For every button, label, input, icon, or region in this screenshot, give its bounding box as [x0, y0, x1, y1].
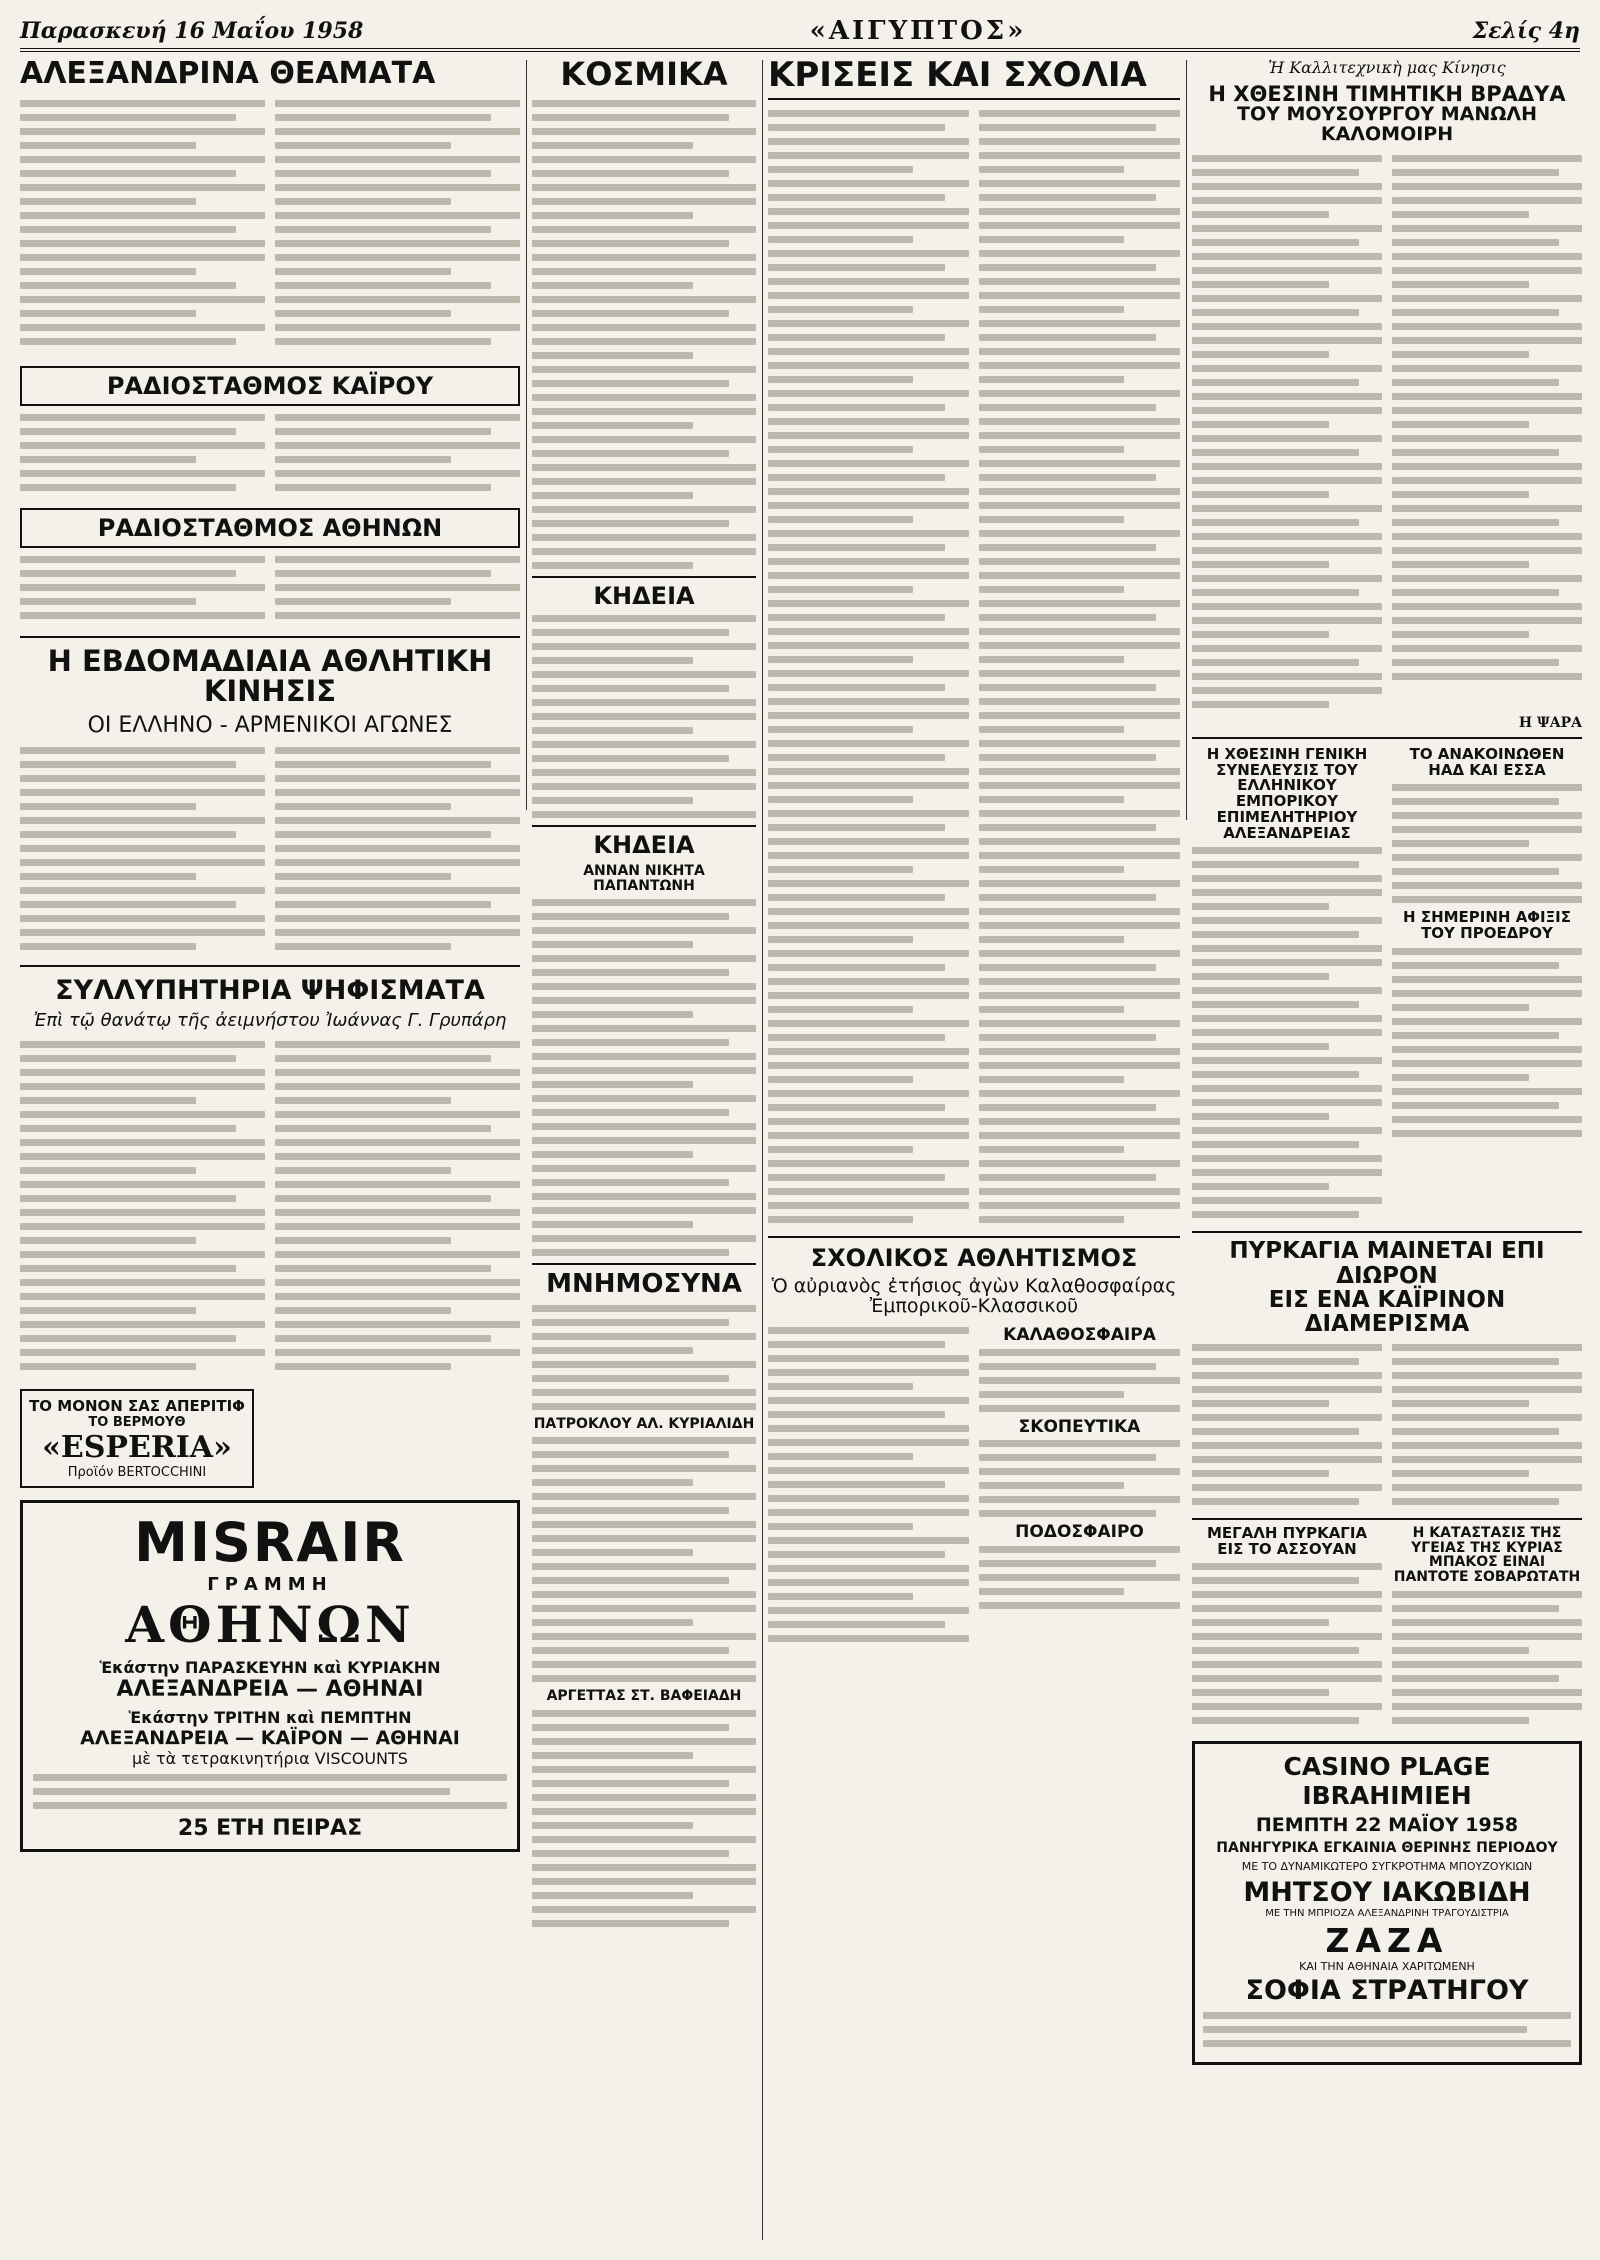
misrair-route: ΑΛΕΞΑΝΔΡΕΙΑ — ΑΘΗΝΑΙ — [116, 1676, 424, 1702]
casino-brand: CASINO PLAGE IBRAHIMIEH — [1283, 1752, 1491, 1811]
health-heading: Η ΚΑΤΑΣΤΑΣΙΣ ΤΗΣ ΥΓΕΙΑΣ ΤΗΣ ΚΥΡΙΑΣ ΜΠΑΚΟΣ ΕΙΝΑΙ ΠΑΝΤΟΤΕ ΣΟΒΑΡΩΤΑΤΗ — [1393, 1524, 1581, 1586]
kalomiris-article — [1192, 155, 1582, 715]
misrair-subtitle: ΓΡΑΜΜΗ — [207, 1573, 333, 1595]
issue-date: Παρασκευή 16 Μαΐου 1958 — [20, 18, 364, 44]
announcement-heading: ΤΟ ΑΝΑΚΟΙΝΩΘΕΝ ΗΑΔ ΚΑΙ ΕΣΣΑ — [1409, 744, 1565, 779]
casino-advert — [1192, 1741, 1582, 2065]
column-rule — [1186, 60, 1187, 820]
commentary-heading: ΚΡΙΣΕΙΣ ΚΑΙ ΣΧΟΛΙΑ — [768, 58, 1180, 100]
aswan-fire-heading: ΜΕΓΑΛΗ ΠΥΡΚΑΓΙΑ ΕΙΣ ΤΟ ΑΣΣΟΥΑΝ — [1206, 1523, 1368, 1558]
masthead — [20, 14, 1580, 52]
casino-performer: ΖΑΖΑ — [1325, 1921, 1449, 1961]
school-sports-article — [768, 1324, 1180, 1649]
casino-performer: ΣΟΦΙΑ ΣΤΡΑΤΗΓΟΥ — [1245, 1975, 1529, 2007]
misrair-advert — [20, 1500, 520, 1852]
casino-date: ΠΕΜΠΤΗ 22 ΜΑΪΟΥ 1958 — [1255, 1814, 1519, 1837]
social-heading: ΚΟΣΜΙΚΑ — [560, 58, 728, 93]
memorial-notice — [532, 1437, 756, 1682]
radio-athens-heading: ΡΑΔΙΟΣΤΑΘΜΟΣ ΑΘΗΝΩΝ — [20, 508, 520, 548]
condolence-subheading: Ἐπὶ τῷ θανάτῳ τῆς ἀειμνήστου Ἰωάννας Γ. Γρυπάρη — [33, 1009, 507, 1031]
newspaper-name: «ΑΙΓΥΠΤΟΣ» — [809, 16, 1027, 46]
vermouth-ad-line: ΤΟ ΒΕΡΜΟΥΘ — [88, 1414, 186, 1430]
misrair-brand: MISRAIR — [134, 1510, 406, 1574]
school-sports-subheading: Ὁ αὐριανὸς ἐτήσιος ἀγὼν Καλαθοσφαίρας Ἐμπορικοῦ-Κλασσικοῦ — [771, 1274, 1177, 1317]
vermouth-advert — [20, 1389, 254, 1488]
memorial-notice — [532, 1710, 756, 1927]
radio-cairo-heading: ΡΑΔΙΟΣΤΑΘΜΟΣ ΚΑΪΡΟΥ — [20, 366, 520, 406]
fire-heading: ΕΙΣ ΕΝΑ ΚΑΪΡΙΝΟΝ ΔΙΑΜΕΡΙΣΜΑ — [1268, 1286, 1506, 1337]
casino-line: ΜΕ ΤΗΝ ΜΠΡΙΟΖΑ ΑΛΕΞΑΝΔΡΙΝΗ ΤΡΑΓΟΥΔΙΣΤΡΙΑ — [1265, 1908, 1509, 1920]
football-heading: ΠΟΔΟΣΦΑΙΡΟ — [1015, 1522, 1144, 1543]
vermouth-ad-brand: «ESPERIA» — [42, 1429, 232, 1465]
misrair-slogan: 25 ΕΤΗ ΠΕΙΡΑΣ — [177, 1815, 363, 1841]
social-column — [532, 58, 756, 2248]
vermouth-ad-line: ΤΟ ΜΟΝΟΝ ΣΑΣ ΑΠΕΡΙΤΙΦ — [29, 1396, 245, 1415]
social-notes — [532, 100, 756, 569]
column-rule — [762, 60, 763, 2240]
funeral-notice — [532, 899, 756, 1256]
funeral-notice — [532, 615, 756, 818]
kalomiris-heading: Η ΧΘΕΣΙΝΗ ΤΙΜΗΤΙΚΗ ΒΡΑΔΥΑ — [1208, 82, 1566, 106]
arts-kicker: Ἡ Καλλιτεχνικὴ μας Κίνησις — [1268, 58, 1506, 77]
sports-heading: Η ΕΒΔΟΜΑΔΙΑΙΑ ΑΘΛΗΤΙΚΗ ΚΙΝΗΣΙΣ — [47, 643, 493, 708]
deceased-name: ΠΑΤΡΟΚΛΟΥ ΑΛ. ΚΥΡΙΑΛΙΔΗ — [533, 1415, 755, 1432]
memorial-notice — [532, 1305, 756, 1410]
radio-athens-schedule — [20, 556, 520, 626]
condolence-heading: ΣΥΛΛΥΠΗΤΗΡΙΑ ΨΗΦΙΣΜΑΤΑ — [55, 975, 485, 1007]
casino-line: ΚΑΙ ΤΗΝ ΑΘΗΝΑΙΑ ΧΑΡΙΤΩΜΕΝΗ — [1299, 1960, 1475, 1974]
news-briefs — [1192, 744, 1582, 1226]
vermouth-ad-line: Προϊόν BERTOCCHINI — [67, 1464, 207, 1480]
fire-article — [1192, 1344, 1582, 1512]
shooting-heading: ΣΚΟΠΕΥΤΙΚΑ — [1018, 1416, 1141, 1437]
sports-article — [20, 747, 520, 957]
kalomiris-byline: Η ΨΑΡΑ — [1518, 714, 1582, 731]
page-number: Σελίς 4η — [1472, 18, 1580, 44]
kalomiris-heading: ΤΟΥ ΜΟΥΣΟΥΡΓΟΥ ΜΑΝΩΛΗ ΚΑΛΟΜΟΙΡΗ — [1236, 103, 1538, 145]
misrair-destination: ΑΘΗΝΩΝ — [125, 1594, 415, 1654]
misrair-route: ΑΛΕΞΑΝΔΡΕΙΑ — ΚΑΪΡΟΝ — ΑΘΗΝΑΙ — [80, 1726, 460, 1749]
column-rule — [526, 60, 527, 810]
misrair-schedule-line: Ἑκάστην ΤΡΙΤΗΝ καὶ ΠΕΜΠΤΗΝ — [128, 1707, 412, 1727]
misrair-aircraft: μὲ τὰ τετρακινητήρια VISCOUNTS — [132, 1748, 408, 1768]
assembly-heading: Η ΧΘΕΣΙΝΗ ΓΕΝΙΚΗ ΣΥΝΕΛΕΥΣΙΣ ΤΟΥ ΕΛΛΗΝΙΚΟΥ ΕΜΠΟΡΙΚΟΥ ΕΠΙΜΕΛΗΤΗΡΙΟΥ ΑΛΕΞΑΝΔΡΕΙΑΣ — [1206, 744, 1368, 842]
memorial-heading: ΜΝΗΜΟΣΥΝΑ — [546, 1269, 742, 1300]
theatres-heading: ΑΛΕΞΑΝΔΡΙΝΑ ΘΕΑΜΑΤΑ — [20, 58, 436, 91]
deceased-name: ΑΝΝΑΝ ΝΙΚΗΤΑ ΠΑΠΑΝΤΩΝΗ — [583, 862, 705, 894]
funeral-heading: ΚΗΔΕΙΑ — [593, 581, 695, 610]
theatres-listing — [20, 100, 520, 352]
casino-line: ΜΕ ΤΟ ΔΥΝΑΜΙΚΩΤΕΡΟ ΣΥΓΚΡΟΤΗΜΑ ΜΠΟΥΖΟΥΚΙΩΝ — [1241, 1860, 1533, 1874]
casino-line: ΠΑΝΗΓΥΡΙΚΑ ΕΓΚΑΙΝΙΑ ΘΕΡΙΝΗΣ ΠΕΡΙΟΔΟΥ — [1216, 1840, 1558, 1857]
commentary-column — [768, 58, 1180, 2248]
commentary-body — [768, 110, 1180, 1230]
short-news — [1192, 1523, 1582, 1732]
radio-cairo-schedule — [20, 414, 520, 498]
basketball-heading: ΚΑΛΑΘΟΣΦΑΙΡΑ — [1003, 1324, 1156, 1345]
arts-column — [1192, 58, 1582, 2248]
arrival-heading: Η ΣΗΜΕΡΙΝΗ ΑΦΙΞΙΣ ΤΟΥ ΠΡΟΕΔΡΟΥ — [1403, 908, 1571, 943]
left-column — [20, 58, 520, 2248]
deceased-name: ΑΡΓΕΤΤΑΣ ΣΤ. ΒΑΦΕΙΑΔΗ — [546, 1688, 742, 1705]
misrair-schedule-line: Ἑκάστην ΠΑΡΑΣΚΕΥΗΝ καὶ ΚΥΡΙΑΚΗΝ — [99, 1657, 441, 1677]
sports-subheading: ΟΙ ΕΛΛΗΝΟ - ΑΡΜΕΝΙΚΟΙ ΑΓΩΝΕΣ — [87, 713, 453, 739]
casino-performer: ΜΗΤΣΟΥ ΙΑΚΩΒΙΔΗ — [1243, 1877, 1531, 1909]
fire-heading: ΠΥΡΚΑΓΙΑ ΜΑΙΝΕΤΑΙ ΕΠΙ ΔΙΩΡΟΝ — [1229, 1238, 1545, 1289]
funeral-heading: ΚΗΔΕΙΑ — [593, 830, 695, 859]
school-sports-heading: ΣΧΟΛΙΚΟΣ ΑΘΛΗΤΙΣΜΟΣ — [810, 1243, 1138, 1272]
condolence-resolutions — [20, 1041, 520, 1377]
